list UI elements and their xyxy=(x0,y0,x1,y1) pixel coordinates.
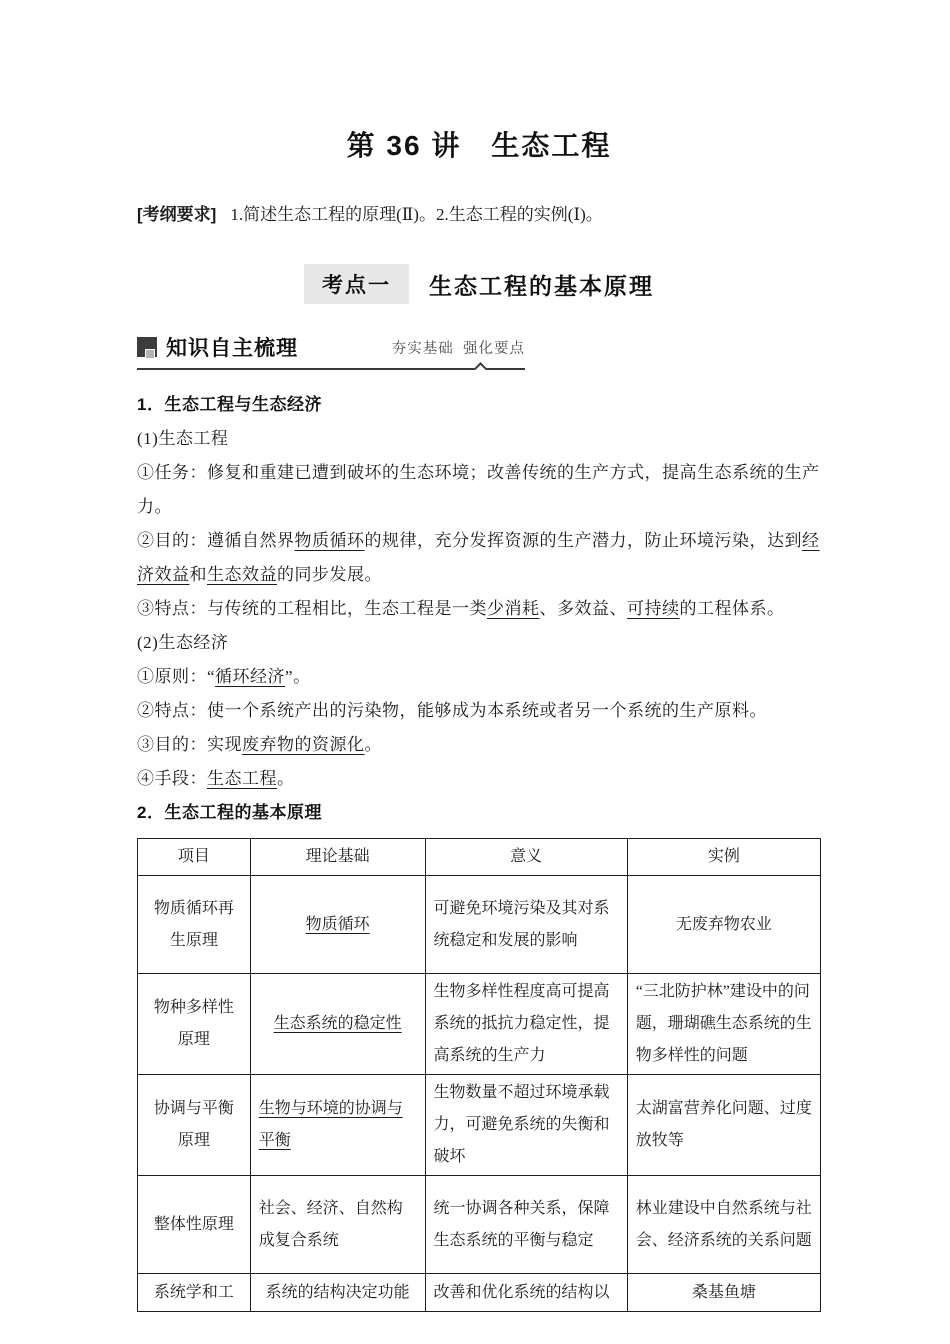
text-segment: ①任务：修复和重建已遭到破坏的生态环境；改善传统的生产方式，提高生态系统的生产力。 xyxy=(137,463,820,516)
text-segment: ”。 xyxy=(285,667,311,686)
cell-example: 太湖富营养化问题、过度放牧等 xyxy=(627,1075,820,1176)
text-segment: 的工程体系。 xyxy=(679,599,785,618)
answer-blank: 可持续 xyxy=(627,599,680,618)
divider-notch-icon xyxy=(474,362,487,375)
text-segment: 的规律，充分发挥资源的生产潜力，防止环境污染，达到 xyxy=(364,531,802,550)
answer-blank: 物质循环 xyxy=(294,531,365,550)
answer-blank: 少消耗 xyxy=(487,599,540,618)
content-paragraph xyxy=(137,592,821,626)
cell-meaning: 可避免环境污染及其对系统稳定和发展的影响 xyxy=(425,876,627,974)
table-header-row xyxy=(138,839,821,876)
answer-blank: 物质循环 xyxy=(305,915,370,933)
content-paragraph xyxy=(137,422,821,456)
cell-item: 系统学和工 xyxy=(138,1274,251,1312)
content-paragraph xyxy=(137,728,821,762)
page-title: 第 36 讲 生态工程 xyxy=(346,130,612,161)
text-segment: 和 xyxy=(189,565,207,584)
content-heading xyxy=(137,796,821,830)
cell-basis xyxy=(250,1075,425,1176)
text-segment: 社会、经济、自然构成复合系统 xyxy=(258,1199,403,1249)
syllabus-label: [考纲要求] xyxy=(137,205,217,224)
content-heading xyxy=(137,388,821,422)
cell-item: 整体性原理 xyxy=(138,1176,251,1274)
text-segment: ③特点：与传统的工程相比，生态工程是一类 xyxy=(137,599,487,618)
exam-point-badge: 考点一 xyxy=(304,264,409,304)
table-row xyxy=(138,1274,821,1312)
text-segment: ③目的：实现 xyxy=(137,735,242,754)
syllabus-line xyxy=(137,202,821,228)
principles-table xyxy=(137,838,821,1312)
content-paragraph xyxy=(137,660,821,694)
cell-meaning: 生物数量不超过环境承载力，可避免系统的失衡和破坏 xyxy=(425,1075,627,1176)
answer-blank: 循环经济 xyxy=(215,667,286,686)
cell-basis xyxy=(250,1176,425,1274)
cell-basis xyxy=(250,974,425,1075)
cell-meaning: 统一协调各种关系，保障生态系统的平衡与稳定 xyxy=(425,1176,627,1274)
cell-item: 物质循环再生原理 xyxy=(138,876,251,974)
text-segment: (1)生态工程 xyxy=(137,429,229,448)
table-row xyxy=(138,1075,821,1176)
text-segment: 1．生态工程与生态经济 xyxy=(137,395,322,414)
cell-item: 协调与平衡原理 xyxy=(138,1075,251,1176)
text-segment: 。 xyxy=(277,769,295,788)
knowledge-section-subtitle: 夯实基础 强化要点 xyxy=(391,340,525,357)
table-row xyxy=(138,1176,821,1274)
answer-blank: 生态效益 xyxy=(207,565,277,584)
text-segment: 系统的结构决定功能 xyxy=(265,1283,410,1301)
text-segment: 2．生态工程的基本原理 xyxy=(137,803,322,822)
content-paragraph xyxy=(137,456,821,524)
content-paragraph xyxy=(137,626,821,660)
text-segment: 。 xyxy=(364,735,382,754)
cell-basis xyxy=(250,1274,425,1312)
cell-item: 物种多样性原理 xyxy=(138,974,251,1075)
text-segment: 的同步发展。 xyxy=(277,565,382,584)
knowledge-section-header xyxy=(137,332,525,362)
cell-meaning: 生物多样性程度高可提高系统的抵抗力稳定性，提高系统的生产力 xyxy=(425,974,627,1075)
principles-table-body xyxy=(138,876,821,1312)
table-row xyxy=(138,974,821,1075)
exam-point-banner xyxy=(137,264,821,304)
cell-basis xyxy=(250,876,425,974)
text-segment: ①原则：“ xyxy=(137,667,216,686)
table-header-item: 项目 xyxy=(138,839,251,876)
text-segment: 、多效益、 xyxy=(539,599,627,618)
content-paragraph xyxy=(137,524,821,592)
answer-blank: 废弃物的资源化 xyxy=(242,735,365,754)
cell-meaning: 改善和优化系统的结构以 xyxy=(425,1274,627,1312)
table-header-meaning: 意义 xyxy=(425,839,627,876)
answer-blank: 生态系统的稳定性 xyxy=(273,1015,402,1032)
answer-blank: 生物与环境的协调与平衡 xyxy=(258,1100,403,1149)
section-divider xyxy=(137,368,525,370)
table-header-example: 实例 xyxy=(627,839,820,876)
text-segment: (2)生态经济 xyxy=(137,633,229,652)
text-segment: ②特点：使一个系统产出的污染物，能够成为本系统或者另一个系统的生产原料。 xyxy=(137,701,767,720)
content-paragraph xyxy=(137,762,821,796)
cell-example: 林业建设中自然系统与社会、经济系统的关系问题 xyxy=(627,1176,820,1274)
cell-example: 桑基鱼塘 xyxy=(627,1274,820,1312)
table-header-basis: 理论基础 xyxy=(250,839,425,876)
text-segment: ②目的：遵循自然界 xyxy=(137,531,295,550)
cell-example: “三北防护林”建设中的问题，珊瑚礁生态系统的生物多样性的问题 xyxy=(627,974,820,1075)
table-row xyxy=(138,876,821,974)
answer-blank: 生态工程 xyxy=(207,769,277,788)
exam-point-title: 生态工程的基本原理 xyxy=(429,272,654,299)
knowledge-section-title: 知识自主梳理 xyxy=(166,337,298,360)
content-paragraph xyxy=(137,694,821,728)
answer-blank: 经济效益 xyxy=(137,531,820,584)
text-segment: ④手段： xyxy=(137,769,207,788)
syllabus-text: 1.简述生态工程的原理(Ⅱ)。2.生态工程的实例(Ⅰ)。 xyxy=(230,205,603,224)
section-square-icon xyxy=(137,337,157,357)
cell-example: 无废弃物农业 xyxy=(627,876,820,974)
knowledge-paragraphs xyxy=(137,388,821,830)
